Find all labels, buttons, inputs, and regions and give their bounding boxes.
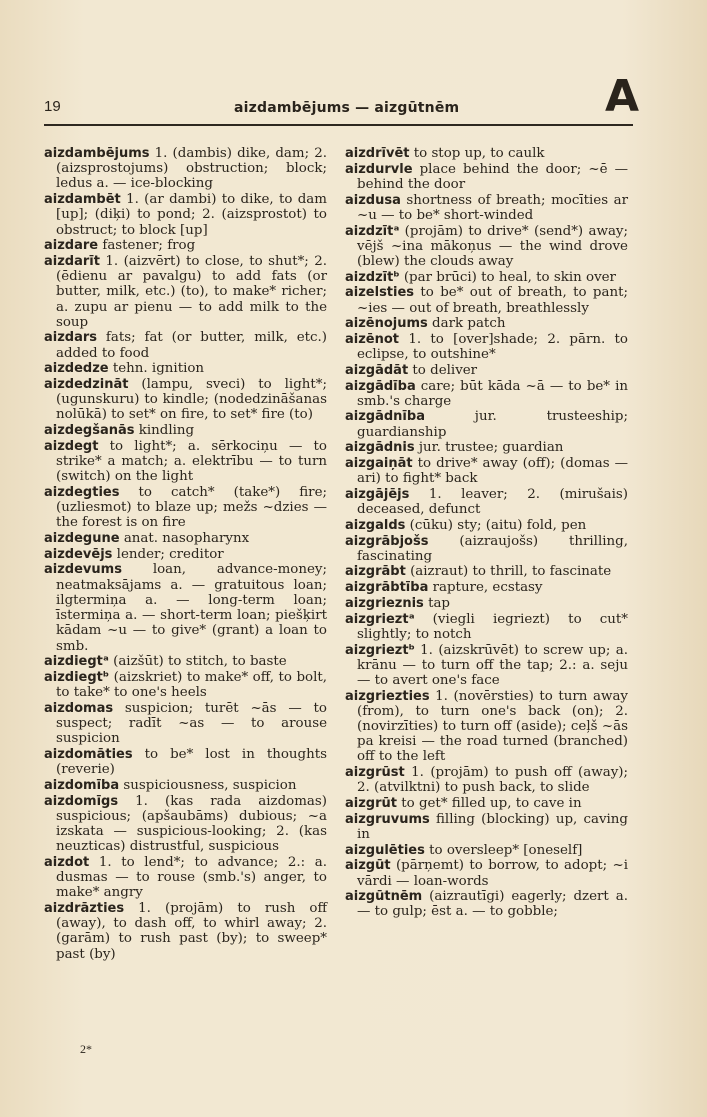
entry-headword: aizgrūst bbox=[345, 765, 405, 781]
entry-definition: jur. trustee; guardian bbox=[414, 440, 564, 456]
entry-headword: aizgūt bbox=[345, 858, 391, 874]
entry-headword: aizēnojums bbox=[345, 316, 428, 332]
entry-headword: aizdiegtᵃ bbox=[44, 654, 109, 670]
entry-definition: rapture, ecstasy bbox=[428, 580, 543, 596]
entry-definition: to be* lost in thoughts (reverie) bbox=[56, 746, 327, 778]
dictionary-entry bbox=[44, 654, 327, 669]
entry-headword: aizdomība bbox=[44, 777, 120, 793]
entry-headword: aizgādnis bbox=[345, 440, 415, 456]
entry-headword: aizdars bbox=[44, 330, 98, 346]
entry-headword: aizgājējs bbox=[345, 486, 410, 502]
entry-headword: aizdevums bbox=[44, 562, 122, 578]
entry-headword: aizgruvums bbox=[345, 811, 430, 827]
dictionary-entry bbox=[345, 285, 628, 315]
dictionary-entry bbox=[345, 440, 628, 455]
entry-definition: to stop up, to caulk bbox=[409, 146, 545, 161]
dictionary-entry bbox=[345, 564, 628, 579]
dictionary-entry bbox=[44, 361, 327, 376]
entry-headword: aizgrābt bbox=[345, 564, 406, 580]
dictionary-entry bbox=[345, 146, 628, 161]
entry-definition: (lampu, sveci) to light*; (ugunskuru) to kindle; (nodedzināšanas nolūkā) to set* on fire, to set* fire (to) bbox=[56, 377, 327, 423]
entry-headword: aizdegune bbox=[44, 531, 120, 547]
entry-headword: aizdegties bbox=[44, 484, 120, 500]
dictionary-entry bbox=[44, 855, 327, 901]
entry-definition: to get* filled up, to cave in bbox=[396, 796, 582, 812]
entry-definition: (cūku) sty; (aitu) fold, pen bbox=[405, 517, 587, 533]
entry-definition: 1. (dambis) dike, dam; 2. (aizsprostojums) obstruction; block; ledus a. — ice-blocking bbox=[56, 146, 327, 192]
entry-definition: suspiciousness, suspicion bbox=[119, 777, 297, 793]
entry-headword: aizdrīvēt bbox=[345, 146, 410, 161]
entry-headword: aizgalds bbox=[345, 517, 406, 533]
dictionary-entry bbox=[345, 612, 628, 642]
entry-headword: aizdiegtᵇ bbox=[44, 669, 110, 685]
dictionary-entry bbox=[345, 162, 628, 192]
dictionary-entry bbox=[44, 439, 327, 485]
entry-definition: place behind the door; ~ē — behind the door bbox=[357, 161, 628, 192]
dictionary-entry bbox=[345, 487, 628, 517]
entry-headword: aizdrāzties bbox=[44, 900, 125, 916]
entry-headword: aizgaiņāt bbox=[345, 456, 413, 472]
entry-definition: 1. to lend*; to advance; 2.: a. dusmas — to rouse (smb.'s) anger, to make* angry bbox=[56, 854, 327, 901]
entry-headword: aizgādāt bbox=[345, 362, 409, 378]
entry-definition: 1. to [over]shade; 2. pārn. to eclipse, to outshine* bbox=[357, 331, 628, 363]
entry-headword: aizgādība bbox=[345, 378, 416, 394]
entry-headword: aizdambēt bbox=[44, 192, 121, 208]
dictionary-entry bbox=[44, 146, 327, 192]
entry-definition: jur. trusteeship; guardianship bbox=[357, 409, 628, 440]
entry-definition: to catch* (take*) fire; (uzliesmot) to blaze up; mežs ~dzies — the forest is on fire bbox=[56, 484, 327, 531]
dictionary-entry bbox=[345, 316, 628, 331]
entry-definition: (aizskriet) to make* off, to bolt, to take* to one's heels bbox=[56, 669, 327, 701]
dictionary-entry bbox=[345, 363, 628, 378]
dictionary-entry bbox=[44, 562, 327, 653]
dictionary-entry bbox=[44, 485, 327, 531]
entry-definition: (aizraujošs) thrilling, fascinating bbox=[357, 533, 628, 564]
dictionary-entry bbox=[44, 192, 327, 238]
dictionary-entry bbox=[44, 670, 327, 700]
entry-headword: aizdegt bbox=[44, 438, 99, 454]
entry-headword: aizdedzināt bbox=[44, 377, 129, 393]
dictionary-entry bbox=[345, 580, 628, 595]
entry-headword: aizgādnība bbox=[345, 409, 425, 425]
dictionary-entry bbox=[345, 843, 628, 858]
dictionary-entry bbox=[345, 409, 628, 439]
dictionary-entry bbox=[44, 901, 327, 962]
dictionary-entry bbox=[345, 889, 628, 919]
dictionary-entry bbox=[44, 423, 327, 438]
entry-headword: aizdomāties bbox=[44, 746, 133, 762]
dictionary-entry bbox=[345, 596, 628, 611]
dictionary-entry bbox=[44, 377, 327, 423]
dictionary-entry bbox=[345, 765, 628, 795]
entry-headword: aizelsties bbox=[345, 285, 415, 301]
entry-headword: aizgrābtība bbox=[345, 580, 429, 596]
entry-definition: 1. (kas rada aizdomas) suspicious; (apšaubāms) dubious; ~a izskata — suspicious-looking; 2. (kas neuzticas) distrustful, suspicious bbox=[56, 793, 327, 855]
dictionary-entry bbox=[345, 332, 628, 362]
entry-headword: aizgulēties bbox=[345, 842, 425, 858]
dictionary-entry bbox=[44, 547, 327, 562]
dictionary-entry bbox=[345, 193, 628, 223]
right-column bbox=[345, 146, 628, 920]
entry-headword: aizdot bbox=[44, 854, 90, 870]
entry-definition: (aizraut) to thrill, to fascinate bbox=[405, 564, 612, 580]
section-letter: A bbox=[604, 71, 639, 122]
entry-definition: to oversleep* [oneself] bbox=[424, 842, 583, 858]
header-rule bbox=[44, 124, 633, 126]
running-head: aizdambējums — aizgūtnēm bbox=[234, 100, 460, 116]
entry-definition: dark patch bbox=[427, 316, 506, 332]
entry-definition: 1. (projām) to rush off (away), to dash off, to whirl away; 2. (garām) to rush past (by); to sweep* past (by) bbox=[56, 900, 327, 962]
entry-definition: to light*; a. sērkociņu — to strike* a match; a. elektrību — to turn (switch) on the light bbox=[56, 438, 327, 485]
entry-headword: aizgrābjošs bbox=[345, 533, 429, 549]
entry-definition: fats; fat (or butter, milk, etc.) added to food bbox=[56, 330, 327, 361]
entry-definition: (viegli iegriezt) to cut* slightly; to notch bbox=[357, 611, 628, 642]
signature-mark: 2* bbox=[80, 1042, 92, 1056]
dictionary-entry bbox=[345, 796, 628, 811]
entry-definition: to drive* away (off); (domas — ari) to fight* back bbox=[357, 456, 628, 487]
entry-headword: aizgūtnēm bbox=[345, 889, 423, 905]
page-number: 19 bbox=[44, 98, 61, 115]
dictionary-entry bbox=[44, 747, 327, 777]
dictionary-entry bbox=[44, 531, 327, 546]
entry-definition: 1. (aizskrūvēt) to screw up; a. krānu — to turn off the tap; 2.: a. seju — to avert one's face bbox=[357, 642, 628, 688]
entry-definition: anat. nasopharynx bbox=[119, 531, 250, 547]
dictionary-entry bbox=[345, 379, 628, 409]
entry-definition: 1. leaver; 2. (mirušais) deceased, defunct bbox=[357, 486, 628, 518]
entry-headword: aizdare bbox=[44, 238, 99, 254]
entry-definition: 1. (novērsties) to turn away (from), to turn one's back (on); 2. (novirzīties) to turn off (aside); ceļš ~ās pa kreisi — the road turned (branched) off to the left bbox=[357, 688, 628, 765]
entry-definition: tap bbox=[423, 595, 451, 611]
entry-headword: aizdevējs bbox=[44, 546, 113, 562]
dictionary-entry bbox=[44, 330, 327, 360]
entry-definition: filling (blocking) up, caving in bbox=[357, 811, 628, 842]
entry-definition: loan, advance-money; neatmaksājams a. — gratuitous loan; ilgtermiņa a. — long-term loan; īstermiņa a. — short-term loan; piešķirt kādam ~u — to give* (grant) a loan to smb. bbox=[56, 562, 327, 654]
entry-definition: to be* out of breath, to pant; ~ies — out of breath, breathlessly bbox=[357, 285, 628, 316]
entry-headword: aizdzītᵃ bbox=[345, 223, 400, 239]
dictionary-entry bbox=[44, 254, 327, 330]
entry-headword: aizgrūt bbox=[345, 796, 397, 812]
entry-headword: aizdomīgs bbox=[44, 793, 119, 809]
entry-definition: (par brūci) to heal, to skin over bbox=[399, 269, 616, 285]
dictionary-entry bbox=[345, 224, 628, 270]
entry-headword: aizdurvle bbox=[345, 161, 413, 177]
entry-definition: suspicion; turēt ~ās — to suspect; radīt ~as — to arouse suspicion bbox=[56, 700, 327, 747]
entry-definition: lender; creditor bbox=[112, 546, 224, 562]
dictionary-entry bbox=[345, 812, 628, 842]
dictionary-entry bbox=[345, 270, 628, 285]
entry-definition: shortness of breath; mocīties ar ~u — to be* short-winded bbox=[357, 192, 628, 223]
entry-headword: aizdambējums bbox=[44, 146, 150, 161]
entry-headword: aizgrieztᵇ bbox=[345, 642, 415, 658]
entry-definition: 1. (aizvērt) to close, to shut*; 2. (ēdienu ar pavalgu) to add fats (or butter, milk, etc.) (to), to make* richer; a. zupu ar pienu — to add milk to the soup bbox=[56, 253, 327, 330]
entry-headword: aizdegšanās bbox=[44, 423, 135, 439]
left-column bbox=[44, 146, 327, 962]
entry-headword: aizdedze bbox=[44, 361, 109, 377]
entry-definition: kindling bbox=[134, 423, 195, 439]
entry-definition: fastener; frog bbox=[98, 238, 196, 254]
entry-headword: aizdomas bbox=[44, 700, 114, 716]
entry-headword: aizēnot bbox=[345, 331, 400, 347]
dictionary-entry bbox=[44, 238, 327, 253]
entry-headword: aizdzītᵇ bbox=[345, 269, 400, 285]
entry-headword: aizgrieztᵃ bbox=[345, 611, 415, 627]
dictionary-entry bbox=[44, 778, 327, 793]
entry-definition: tehn. ignition bbox=[108, 361, 205, 377]
entry-definition: 1. (projām) to push off (away); 2. (atvilktni) to push back, to slide bbox=[357, 765, 628, 796]
dictionary-entry bbox=[345, 534, 628, 564]
dictionary-entry bbox=[345, 643, 628, 689]
dictionary-entry bbox=[345, 689, 628, 765]
entry-definition: (aizrautīgi) eagerly; dzert a. — to gulp; ēst a. — to gobble; bbox=[357, 889, 628, 920]
page-header bbox=[44, 71, 639, 122]
entry-definition: to deliver bbox=[408, 362, 478, 378]
entry-headword: aizdusa bbox=[345, 192, 401, 208]
entry-definition: care; būt kāda ~ā — to be* in smb.'s charge bbox=[357, 378, 628, 409]
entry-headword: aizdarīt bbox=[44, 253, 100, 269]
entry-definition: (projām) to drive* (send*) away; vējš ~ina mākoņus — the wind drove (blew) the clouds away bbox=[357, 223, 628, 269]
dictionary-entry bbox=[345, 858, 628, 888]
dictionary-entry bbox=[44, 794, 327, 855]
dictionary-entry bbox=[345, 518, 628, 533]
entry-definition: 1. (ar dambi) to dike, to dam [up]; (diķi) to pond; 2. (aizsprostot) to obstruct; to block [up] bbox=[56, 192, 327, 238]
entry-definition: (pārņemt) to borrow, to adopt; ~i vārdi — loan-words bbox=[357, 858, 628, 889]
entry-headword: aizgrieznis bbox=[345, 595, 424, 611]
dictionary-entry bbox=[44, 701, 327, 747]
entry-definition: (aizšūt) to stitch, to baste bbox=[108, 654, 287, 670]
dictionary-entry bbox=[345, 456, 628, 486]
entry-headword: aizgriezties bbox=[345, 688, 430, 704]
